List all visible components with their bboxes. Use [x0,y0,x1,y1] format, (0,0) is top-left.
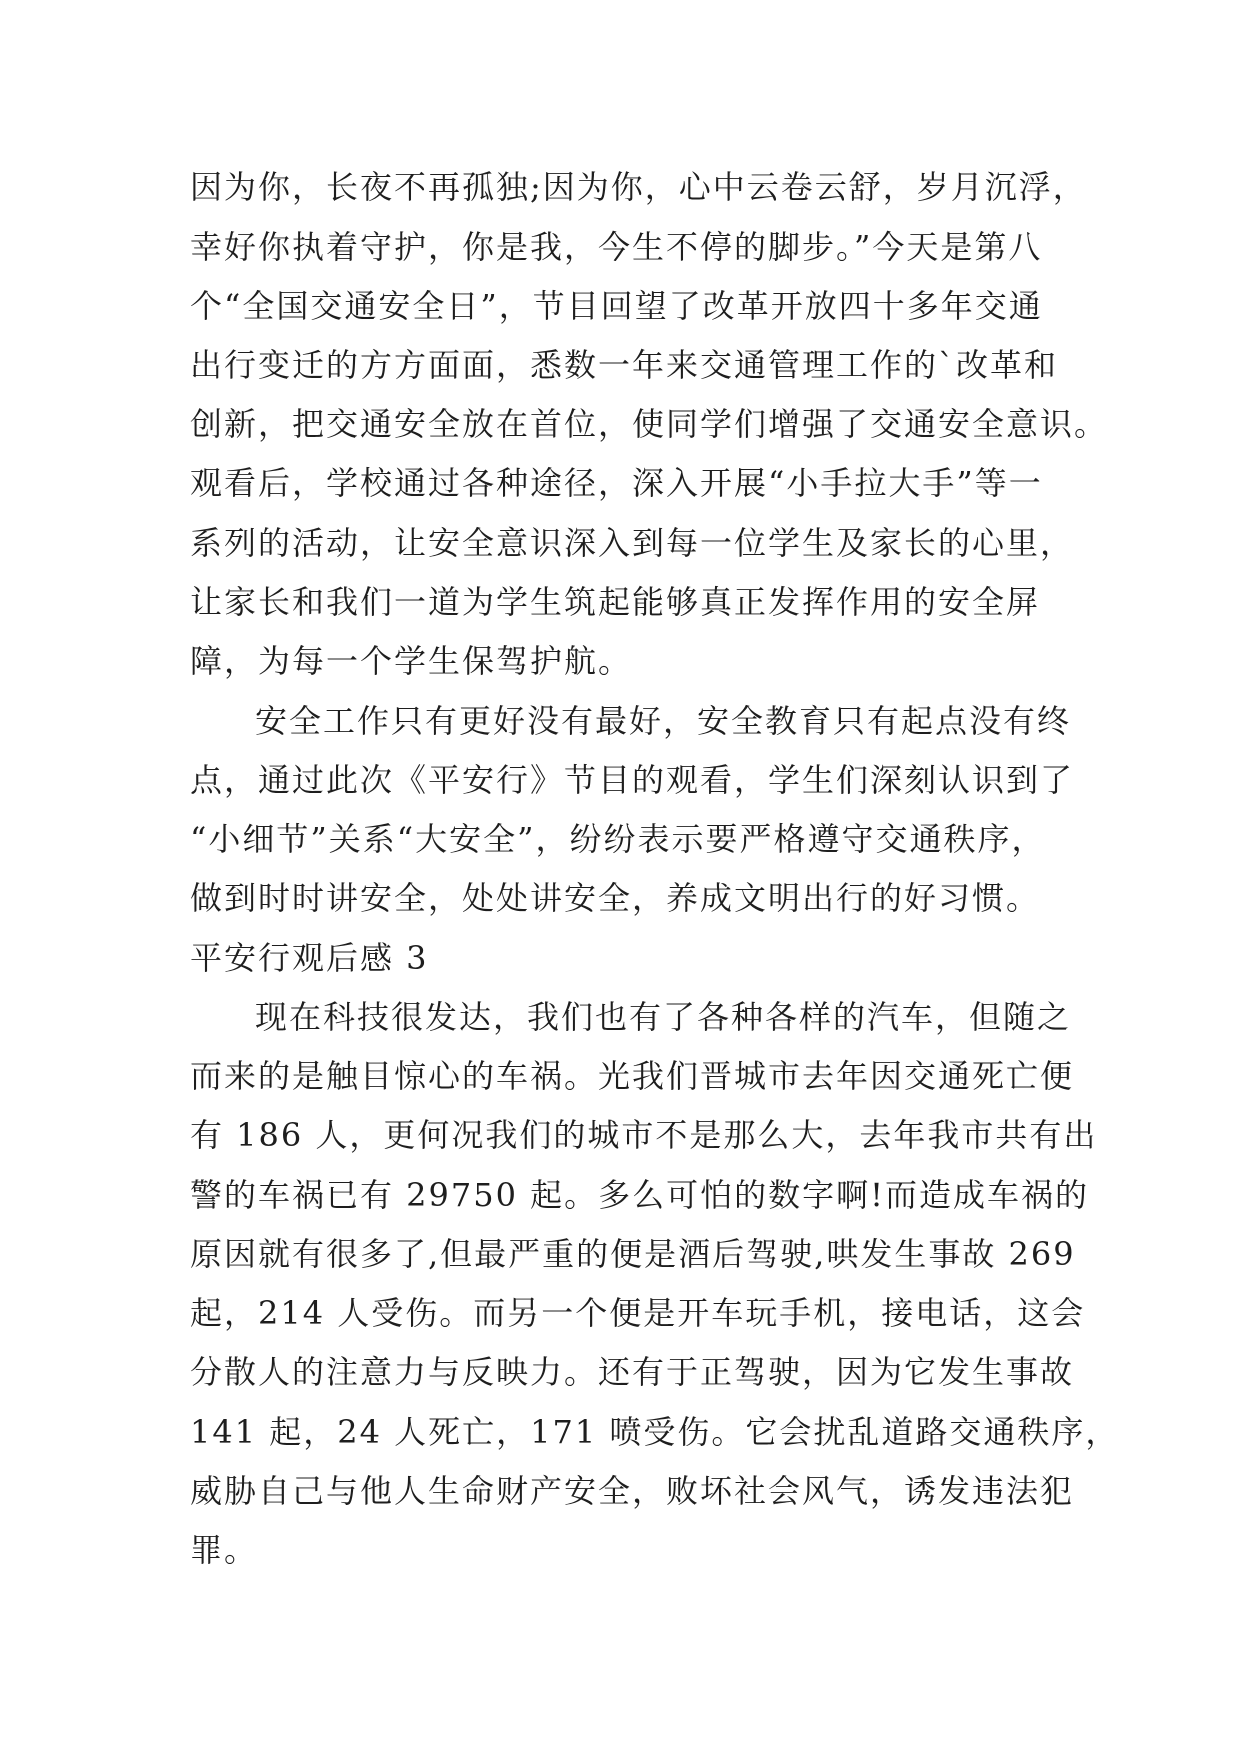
paragraph-first-line: 安全工作只有更好没有最好，安全教育只有起点没有终 [255,702,1072,740]
text-line: 出行变迁的方方面面，悉数一年来交通管理工作的`改革和 [190,346,1059,384]
text-line: 观看后，学校通过各种途径，深入开展“小手拉大手”等一 [190,464,1043,502]
text-line: 做到时时讲安全，处处讲安全，养成文明出行的好习惯。 [190,879,1041,917]
text-line: 141 起，24 人死亡，171 喷受伤。它会扰乱道路交通秩序， [190,1413,1120,1451]
text-line: 因为你，长夜不再孤独;因为你，心中云卷云舒，岁月沉浮， [190,168,1087,206]
text-line: 个“全国交通安全日”，节目回望了改革开放四十多年交通 [190,287,1043,325]
text-line: 警的车祸已有 29750 起。多么可怕的数字啊!而造成车祸的 [190,1176,1090,1214]
text-line: 系列的活动，让安全意识深入到每一位学生及家长的心里， [190,524,1075,562]
text-line: 罪。 [190,1531,259,1569]
paragraph-first-line: 现在科技很发达，我们也有了各种各样的汽车，但随之 [255,998,1072,1036]
text-line: 让家长和我们一道为学生筑起能够真正发挥作用的安全屏 [190,583,1041,621]
text-line: 点，通过此次《平安行》节目的观看，学生们深刻认识到了 [190,761,1075,799]
text-line: 原因就有很多了,但最严重的便是酒后驾驶,哄发生事故 269 [190,1235,1076,1273]
text-line: 威胁自己与他人生命财产安全，败坏社会风气，诱发违法犯 [190,1472,1075,1510]
text-line: 幸好你执着守护，你是我，今生不停的脚步。”今天是第八 [190,228,1043,266]
text-line: 障，为每一个学生保驾护航。 [190,642,633,680]
text-line: 起，214 人受伤。而另一个便是开车玩手机，接电话，这会 [190,1294,1086,1332]
text-line: 而来的是触目惊心的车祸。光我们晋城市去年因交通死亡便 [190,1057,1075,1095]
text-line: 创新，把交通安全放在首位，使同学们增强了交通安全意识。 [190,405,1109,443]
text-line: “小细节”关系“大安全”，纷纷表示要严格遵守交通秩序， [190,820,1046,858]
text-line: 有 186 人，更何况我们的城市不是那么大，去年我市共有出 [190,1116,1098,1154]
section-heading: 平安行观后感 3 [190,939,429,977]
text-line: 分散人的注意力与反映力。还有于正驾驶，因为它发生事故 [190,1353,1075,1391]
